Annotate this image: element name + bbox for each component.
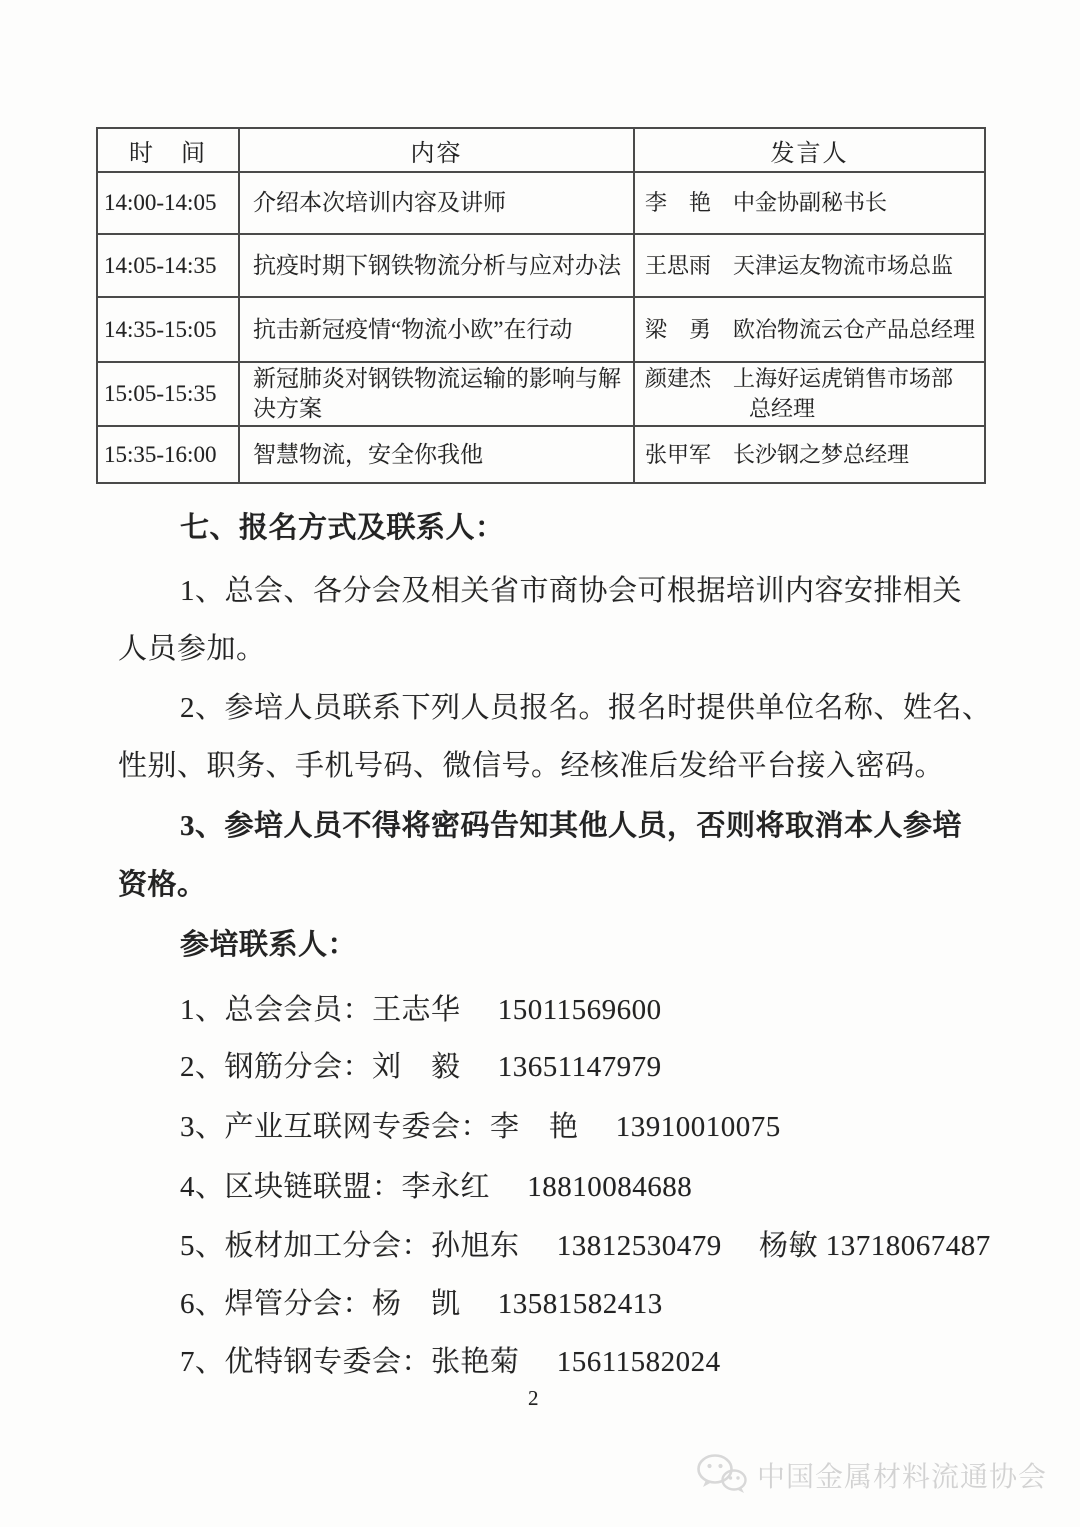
- content-line: 介绍本次培训内容及讲师: [253, 190, 506, 215]
- cell-speaker: [634, 362, 985, 426]
- content-line: 新冠肺炎对钢铁物流运输的影响与解: [253, 366, 621, 391]
- speaker-line: 总经理: [749, 396, 816, 421]
- contact-item: 1、总会会员：王志华 15011569600: [180, 994, 662, 1026]
- page-number: 2: [528, 1386, 539, 1410]
- table-header-speaker: 发言人: [634, 128, 985, 172]
- cell-content: [239, 172, 634, 234]
- contact-item: 6、焊管分会：杨 凯 13581582413: [180, 1288, 663, 1320]
- table-row: [97, 172, 985, 234]
- paragraph-line: 3、参培人员不得将密码告知其他人员，否则将取消本人参培: [180, 810, 963, 842]
- cell-time: 15:05-15:35: [97, 362, 239, 426]
- content-line: 抗疫时期下钢铁物流分析与应对办法: [253, 252, 621, 278]
- table-header-row: [97, 128, 985, 172]
- cell-time: 14:05-14:35: [97, 234, 239, 297]
- table-row: [97, 234, 985, 297]
- watermark: [696, 1453, 1047, 1497]
- table-row: [97, 362, 985, 426]
- table-row: [97, 426, 985, 483]
- cell-time: 14:00-14:05: [97, 172, 239, 234]
- speaker-line: 李 艳 中金协副秘书长: [645, 190, 888, 215]
- cell-speaker: [634, 172, 985, 234]
- content-line: 抗击新冠疫情“物流小欧”在行动: [253, 316, 573, 342]
- cell-content: [239, 297, 634, 362]
- paragraph-line: 1、总会、各分会及相关省市商协会可根据培训内容安排相关: [180, 575, 963, 607]
- speaker-line: 王思雨 天津运友物流市场总监: [645, 252, 954, 278]
- content-line: 决方案: [253, 396, 322, 421]
- contact-item: 4、区块链联盟：李永红 18810084688: [180, 1171, 693, 1203]
- paragraph-line: 性别、职务、手机号码、微信号。经核准后发给平台接入密码。: [118, 750, 945, 782]
- cell-speaker: [634, 234, 985, 297]
- content-line: 智慧物流，安全你我他: [253, 441, 483, 467]
- speaker-line: 颜建杰 上海好运虎销售市场部: [645, 366, 954, 391]
- schedule-table: [96, 127, 986, 484]
- cell-time: 14:35-15:05: [97, 297, 239, 362]
- cell-time: 15:35-16:00: [97, 426, 239, 483]
- table-row: [97, 297, 985, 362]
- speaker-line: 梁 勇 欧冶物流云仓产品总经理: [645, 316, 976, 342]
- cell-content: [239, 426, 634, 483]
- paragraph-line: 2、参培人员联系下列人员报名。报名时提供单位名称、姓名、: [180, 692, 992, 724]
- speaker-line: 张甲军 长沙钢之梦总经理: [645, 441, 910, 467]
- paragraph-line: 人员参加。: [118, 633, 266, 665]
- watermark-text: 中国金属材料流通协会: [756, 1462, 1047, 1493]
- cell-speaker: [634, 426, 985, 483]
- table-header-time: 时 间: [97, 128, 239, 172]
- contact-item: 2、钢筋分会：刘 毅 13651147979: [180, 1051, 662, 1083]
- section-heading: 七、报名方式及联系人：: [180, 512, 505, 544]
- wechat-icon: [696, 1453, 748, 1497]
- cell-content: [239, 234, 634, 297]
- table-header-content: 内容: [239, 128, 634, 172]
- cell-content: [239, 362, 634, 426]
- cell-speaker: [634, 297, 985, 362]
- contacts-heading: 参培联系人：: [180, 929, 358, 961]
- contact-item: 5、板材加工分会：孙旭东 13812530479 杨敏 13718067487: [180, 1230, 991, 1262]
- contact-item: 7、优特钢专委会：张艳菊 15611582024: [180, 1346, 721, 1378]
- contact-item: 3、产业互联网专委会：李 艳 13910010075: [180, 1111, 781, 1143]
- paragraph-line: 资格。: [118, 869, 207, 901]
